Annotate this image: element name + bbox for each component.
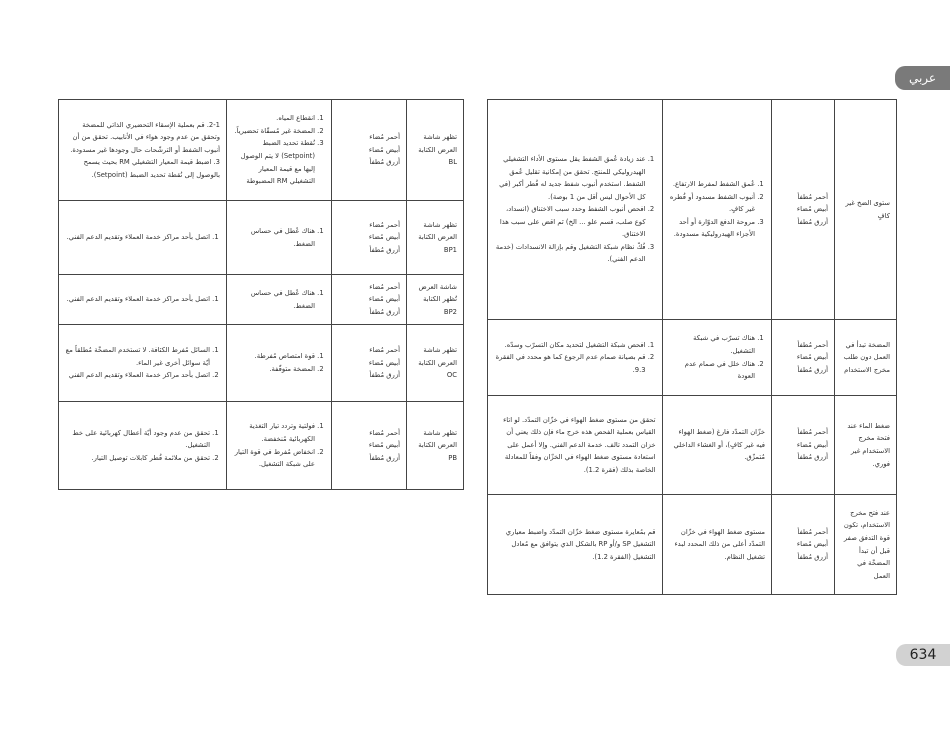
display-cell: تظهر شاشة العرض الكتابة OC xyxy=(407,325,464,402)
solutions-cell: 1. اتصل بأحد مراكز خدمة العملاء وتقديم الدعم الفني. xyxy=(59,275,227,325)
causes-cell: 1. عُمق الشفط لمفرط الارتفاع. 2. أنبوب الشفط مسدود أو قُطره غير كافٍ. 3. مروحة الدفع الدوّارة أو أحد الأجزاء الهيدروليكية مسدودة. xyxy=(662,100,771,320)
causes-cell: مستوى ضغط الهواء في خزّان التمدّد أعلى من ذلك المحدد لبدء تشغيل النظام. xyxy=(662,495,771,595)
causes-cell: 1. هناك عُطل في حساس الضغط. xyxy=(227,275,332,325)
language-tab: عربي xyxy=(895,66,950,90)
led-cell: أحمر مُطفأ أبيض مُضاء أزرق مُطفأ xyxy=(772,100,835,320)
solutions-cell: قم بمُعايرة مستوى ضغط خزّان التمدّد واضبط معياري التشغيل SP و/أو RP بالشكل الذي يتوافق مع مُعادل التشغيل (الفقرة 1.2). xyxy=(488,495,663,595)
causes-cell: خزّان التمدّد فارغ (ضغط الهواء فيه غير كافٍ)، أو الغشاء الداخلي مُتمزّق. xyxy=(662,396,771,495)
table-row xyxy=(488,320,897,396)
led-cell: أحمر مُضاء أبيض مُضاء أزرق مُطفأ xyxy=(332,201,407,275)
status-cell: ستوى الضخ غير كافٍ xyxy=(835,100,897,320)
table-row xyxy=(59,402,464,490)
display-cell: تظهر شاشة العرض الكتابة PB xyxy=(407,402,464,490)
table-row xyxy=(488,396,897,495)
causes-cell: 1. قوة امتصاص مُفرطة. 2. المضخة متوقّفة. xyxy=(227,325,332,402)
troubleshooting-table-left xyxy=(58,99,464,490)
led-cell: أحمر مُطفأ أبيض مُضاء أزرق مُطفأ xyxy=(772,396,835,495)
display-cell: تظهر شاشة العرض الكتابة BP1 xyxy=(407,201,464,275)
led-cell: أحمر مُضاء أبيض مُضاء أزرق مُطفأ xyxy=(332,275,407,325)
causes-cell: 1. انقطاع المياه. 2. المضخة غير مُسقّاة تحضيرياً. 3. نُقطة تحديد الضبط (Setpoint) لا يتم الوصول إليها مع قيمة المعيار التشغيلي RM المضبوطة xyxy=(227,100,332,201)
led-cell: أحمر مُطفأ أبيض مُضاء أزرق مُطفأ xyxy=(772,495,835,595)
solutions-cell: 1. اتصل بأحد مراكز خدمة العملاء وتقديم الدعم الفني. xyxy=(59,201,227,275)
solutions-cell: 2-1. قم بعملية الإسقاء التحضيري الذاتي للمضخة وتحقق من عدم وجود هواء في الأنابيب. تحقق من أن أنبوب الشفط أو الترشّحات حال وجودها غير مسدودة. 3. اضبط قيمة المعيار التشغيلي RM بحيث يسمح بالوصول إلى نُقطة تحديد الضبط (Setpoint). xyxy=(59,100,227,201)
table-row xyxy=(59,275,464,325)
page-number: 634 xyxy=(896,644,950,666)
led-cell: أحمر مُضاء أبيض مُضاء أزرق مُطفأ xyxy=(332,325,407,402)
solutions-cell: 1. افحص شبكة التشغيل لتحديد مكان التسرّب وسدّه. 2. قم بصيانة صمام عدم الرجوع كما هو محدد في الفقرة 9.3. xyxy=(488,320,663,396)
solutions-cell: 1. تحقق من عدم وجود أيّة أعطال كهربائية على خط التشغيل. 2. تحقق من ملائمة قُطر كابلات توصيل التيار. xyxy=(59,402,227,490)
solutions-cell: 1. عند زيادة عُمق الشفط يقل مستوى الأداء التشغيلي الهيدروليكي للمنتج. تحقق من إمكانية تقليل عُمق الشفط. استخدم أنبوب شفط جديد له قُطر أكبر (في كل الأحوال ليس أقل من 1 بوصة). 2. افحص أنبوب الشفط وحدد سبب الاختناق (انسداد، كوع صلب، قسم علو ... الخ) ثم اقض على سبب هذا الاختناق. 3. فُكّ نظام شبكة التشغيل وقم بإزالة الانسدادات (خدمة الدعم الفني). xyxy=(488,100,663,320)
table-row xyxy=(488,495,897,595)
display-cell: شاشة العرض تُظهر الكتابة BP2 xyxy=(407,275,464,325)
causes-cell: 1. هناك عُطل في حساس الضغط. xyxy=(227,201,332,275)
causes-cell: 1. فولتية وتردد تيار التغذية الكهربائية مُنخفضة. 2. انخفاض مُفرط في قوة التيار على شبكة التشغيل. xyxy=(227,402,332,490)
table-row xyxy=(59,201,464,275)
led-cell: أحمر مُضاء أبيض مُضاء أزرق مُطفأ xyxy=(332,100,407,201)
troubleshooting-table-right xyxy=(487,99,897,595)
led-cell: أحمر مُطفأ أبيض مُضاء أزرق مُطفأ xyxy=(772,320,835,396)
display-cell: تظهر شاشة العرض الكتابة BL xyxy=(407,100,464,201)
causes-cell: 1. هناك تسرّب في شبكة التشغيل. 2. هناك خلل في صمام عدم العودة xyxy=(662,320,771,396)
table-row xyxy=(59,100,464,201)
led-cell: أحمر مُضاء أبيض مُضاء أزرق مُطفأ xyxy=(332,402,407,490)
solutions-cell: تحقق من مستوى ضغط الهواء في خزّان التمدّد. لو اتاء القياس بعملية الفحص هذه خرج ماء فإن ذلك يعني أن خزان التمدد تالف. خدمة الدعم الفني. وإلا أعمل على استعادة مستوى ضغط الهواء في الخزّان وفقاً للمعادلة الخاصة بذلك (فقرة 1.2). xyxy=(488,396,663,495)
status-cell: ضغط الماء عند فتحة مخرج الاستخدام غير فوري. xyxy=(835,396,897,495)
solutions-cell: 1. السائل مُفرط الكثافة. لا تستخدم المضخّة مُطلقاً مع أيّة سوائل أخرى غير الماء. 2. اتصل بأحد مراكز خدمة العملاء وتقديم الدعم الفني xyxy=(59,325,227,402)
status-cell: عند فتح مخرج الاستخدام، تكون قوة التدفق صفر قبل أن تبدأ المضخّة في العمل xyxy=(835,495,897,595)
table-row xyxy=(59,325,464,402)
table-row xyxy=(488,100,897,320)
status-cell: المضخة تبدأ في العمل دون طلب مخرج الاستخدام xyxy=(835,320,897,396)
